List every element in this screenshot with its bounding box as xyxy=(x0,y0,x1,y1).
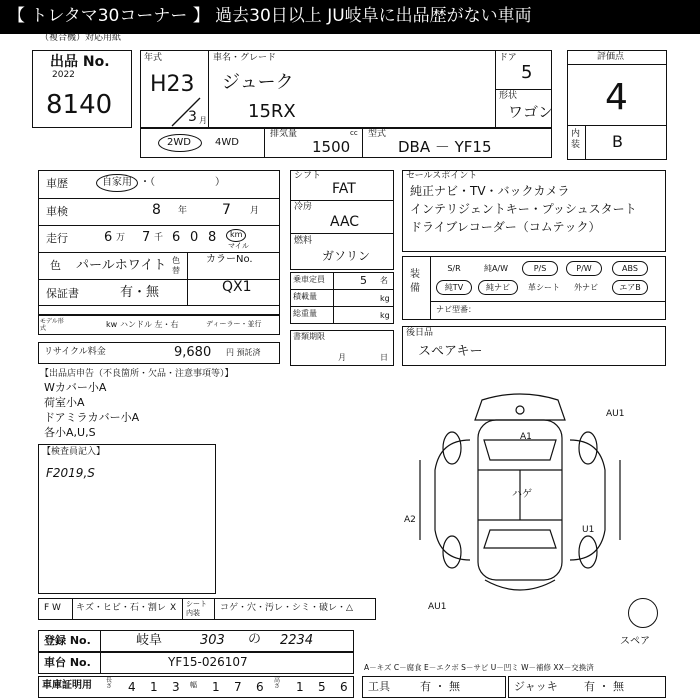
car-diagram xyxy=(400,380,640,620)
history-label: 車歴 xyxy=(46,177,68,190)
score-value: 4 xyxy=(605,77,628,118)
drive-4wd: 4WD xyxy=(215,137,239,148)
notes-line-2: 荷室小A xyxy=(44,396,85,409)
damage-fw: F W xyxy=(44,603,61,613)
score-label: 評価点 xyxy=(597,52,625,62)
displacement-unit: cc xyxy=(350,129,358,137)
notes-label: 【出品店申告（不良箇所・欠品・注意事項等）】 xyxy=(40,369,234,379)
mark-au1-bottom: AU1 xyxy=(428,602,447,612)
sheet-label: （複合機）対応用紙 xyxy=(40,33,122,43)
after-label: 後日品 xyxy=(406,328,434,338)
equip-navi: 純ナビ xyxy=(478,280,518,295)
recycle-value: 9,680 xyxy=(174,345,212,360)
inspection-month: 7 xyxy=(222,202,231,218)
mark-au1-top: AU1 xyxy=(606,409,625,419)
docs-unit: 月 xyxy=(338,353,346,362)
inspection-year-unit: 年 xyxy=(178,206,188,216)
color-label: 色 xyxy=(50,259,61,272)
color-no-value: QX1 xyxy=(222,279,252,295)
car-grade: 15RX xyxy=(248,101,296,122)
warranty-label: 保証書 xyxy=(46,287,79,300)
model-value: DBA － YF15 xyxy=(398,138,492,156)
jack-value: 有 ・ 無 xyxy=(584,680,624,693)
inspection-label: 車検 xyxy=(46,205,68,218)
load-unit: kg xyxy=(380,294,390,303)
capacity-value: 5 xyxy=(360,274,367,287)
history-rest: ・（ ） xyxy=(140,177,225,188)
notes-line-3: ドアミラカバー小A xyxy=(44,411,140,424)
seat-label: シート内装 xyxy=(186,600,207,617)
mileage-d4: 0 xyxy=(190,230,199,245)
chassis-value: YF15-026107 xyxy=(168,655,248,669)
tools-label: 工具 xyxy=(368,680,390,693)
spare-tire xyxy=(628,598,658,628)
sales-line-1: 純正ナビ・TV・バックカメラ xyxy=(410,184,570,198)
color-value: パールホワイト xyxy=(76,258,167,273)
cert-length-3: 3 xyxy=(172,680,180,694)
gross-unit: kg xyxy=(380,311,390,320)
mileage-unit-mile: マイル xyxy=(228,242,249,250)
mileage-d2: 7 xyxy=(142,230,151,245)
era-month-unit: 月 xyxy=(199,116,207,125)
era-label: 年式 xyxy=(144,53,163,63)
mileage-d5: 8 xyxy=(208,230,217,245)
inspection-month-unit: 月 xyxy=(250,206,260,216)
era-year: H23 xyxy=(150,72,195,97)
legend: A－キズ C－腐食 E－エクボ S－サビ U－凹ミ W－補修 XX－交換済 xyxy=(364,663,594,672)
damage-items: キズ・ヒビ・石・割レ xyxy=(76,603,166,613)
interior-label: 内装 xyxy=(571,129,581,150)
navi-label: ナビ型番： xyxy=(436,305,476,314)
fuel-label: 燃料 xyxy=(294,236,313,246)
body-type-label: 形状 xyxy=(499,91,518,101)
equip-airbag: エアB xyxy=(612,280,648,295)
registration-class: 303 xyxy=(200,633,225,648)
mark-u1: U1 xyxy=(582,525,595,535)
mileage-d3: 6 xyxy=(172,230,181,245)
mark-a2: A2 xyxy=(404,515,416,525)
lot-title: 出品 No. xyxy=(50,54,110,70)
era-month: 3 xyxy=(188,109,197,125)
mileage-u1: 万 xyxy=(116,233,126,243)
model-format-kw: kw xyxy=(106,320,118,329)
sales-line-2: インテリジェントキー・プッシュスタート xyxy=(410,202,637,216)
mark-a1: A1 xyxy=(520,432,532,442)
doors-label: ドア xyxy=(499,53,517,63)
damage-x: X xyxy=(170,603,177,613)
equip-abs: ABS xyxy=(612,261,648,276)
color-change-label: 色替 xyxy=(172,256,180,275)
gross-label: 総重量 xyxy=(293,309,317,318)
docs-label: 書類期限 xyxy=(293,332,325,341)
equip-leather: 革シート xyxy=(528,283,560,292)
model-format-label: モデル形式 xyxy=(40,318,64,332)
car-label: 車名・グレード xyxy=(213,53,277,63)
recycle-unit: 円 預託済 xyxy=(226,348,261,357)
model-format-dealer: ディーラー・並行 xyxy=(206,320,262,328)
mileage-d1: 6 xyxy=(104,230,113,245)
cert-tag-width: 幅 xyxy=(190,681,197,689)
inspector-label: 【検査員記入】 xyxy=(42,447,106,457)
lot-year-tag: 2022 xyxy=(52,70,75,80)
cert-height-2: 5 xyxy=(318,680,326,694)
displacement-label: 排気量 xyxy=(270,129,298,139)
fuel-value: ガソリン xyxy=(322,249,371,263)
car-name: ジューク xyxy=(222,72,294,93)
load-label: 積載量 xyxy=(293,292,317,301)
equip-sr: S/R xyxy=(447,264,461,273)
equip-tv: 純TV xyxy=(436,280,472,295)
shift-label: シフト xyxy=(294,171,322,181)
history-value: 自家用 xyxy=(102,177,132,188)
notes-line-4: 各小A,U,S xyxy=(44,426,96,439)
tools-value: 有 ・ 無 xyxy=(420,680,460,693)
ac-label: 冷房 xyxy=(294,202,313,212)
drive-2wd: 2WD xyxy=(167,137,191,148)
sales-label: セールスポイント xyxy=(406,171,478,181)
cert-height-1: 1 xyxy=(296,680,304,694)
body-type-value: ワゴン xyxy=(508,103,554,121)
docs-unit2: 日 xyxy=(380,353,388,362)
model-format-handle: ハンドル 左・右 xyxy=(120,320,179,329)
warranty-value: 有・無 xyxy=(120,285,160,300)
recycle-label: リサイクル料金 xyxy=(44,347,106,357)
spare-label: スペア xyxy=(620,636,650,647)
equipment-label: 装備 xyxy=(410,269,420,294)
model-label: 型式 xyxy=(368,129,387,139)
cert-label: 車庫証明用 xyxy=(42,680,92,691)
cert-width-1: 1 xyxy=(212,680,220,694)
inspection-year: 8 xyxy=(152,202,161,218)
equip-aw: 純A/W xyxy=(483,264,509,273)
after-value: スペアキー xyxy=(418,344,483,359)
equip-pw: P/W xyxy=(566,261,602,276)
registration-num: 2234 xyxy=(280,633,314,648)
registration-city: 岐阜 xyxy=(136,633,163,648)
cert-length-1: 4 xyxy=(128,680,136,694)
displacement-value: 1500 xyxy=(312,138,351,156)
equip-ext-navi: 外ナビ xyxy=(574,283,598,292)
mileage-unit-km: km xyxy=(230,230,243,239)
mileage-u2: 千 xyxy=(154,233,164,243)
registration-kana: の xyxy=(248,632,262,647)
chassis-label: 車台 No. xyxy=(44,656,91,669)
ac-value: AAC xyxy=(330,214,360,230)
cert-tag-height: 高さ xyxy=(274,677,281,690)
sales-line-3: ドライブレコーダー（コムテック） xyxy=(410,220,601,234)
color-no-label: カラーNo. xyxy=(206,254,253,265)
notes-line-1: Wカバー小A xyxy=(44,381,107,394)
capacity-unit: 名 xyxy=(380,276,388,285)
cert-length-2: 1 xyxy=(150,680,158,694)
mark-hage: ハゲ xyxy=(512,489,532,500)
interior-value: B xyxy=(612,132,623,151)
doors-value: 5 xyxy=(521,62,533,83)
inspector-value: F2019,S xyxy=(46,466,95,480)
jack-label: ジャッキ xyxy=(514,680,558,693)
cert-width-3: 6 xyxy=(256,680,264,694)
equip-ps: P/S xyxy=(522,261,558,276)
mileage-label: 走行 xyxy=(46,232,68,245)
shift-value: FAT xyxy=(332,181,356,197)
cert-height-3: 6 xyxy=(340,680,348,694)
registration-label: 登録 No. xyxy=(44,634,91,647)
cert-width-2: 7 xyxy=(234,680,242,694)
banner-text: 【 トレタマ30コーナー 】 過去30日以上 JU岐阜に出品歴がない車両 xyxy=(8,6,532,26)
cert-tag-length: 長さ xyxy=(106,677,113,690)
lot-number: 8140 xyxy=(46,90,113,120)
capacity-label: 乗車定員 xyxy=(293,275,325,284)
seat-items: コゲ・穴・汚レ・シミ・破レ・△ xyxy=(220,603,353,613)
